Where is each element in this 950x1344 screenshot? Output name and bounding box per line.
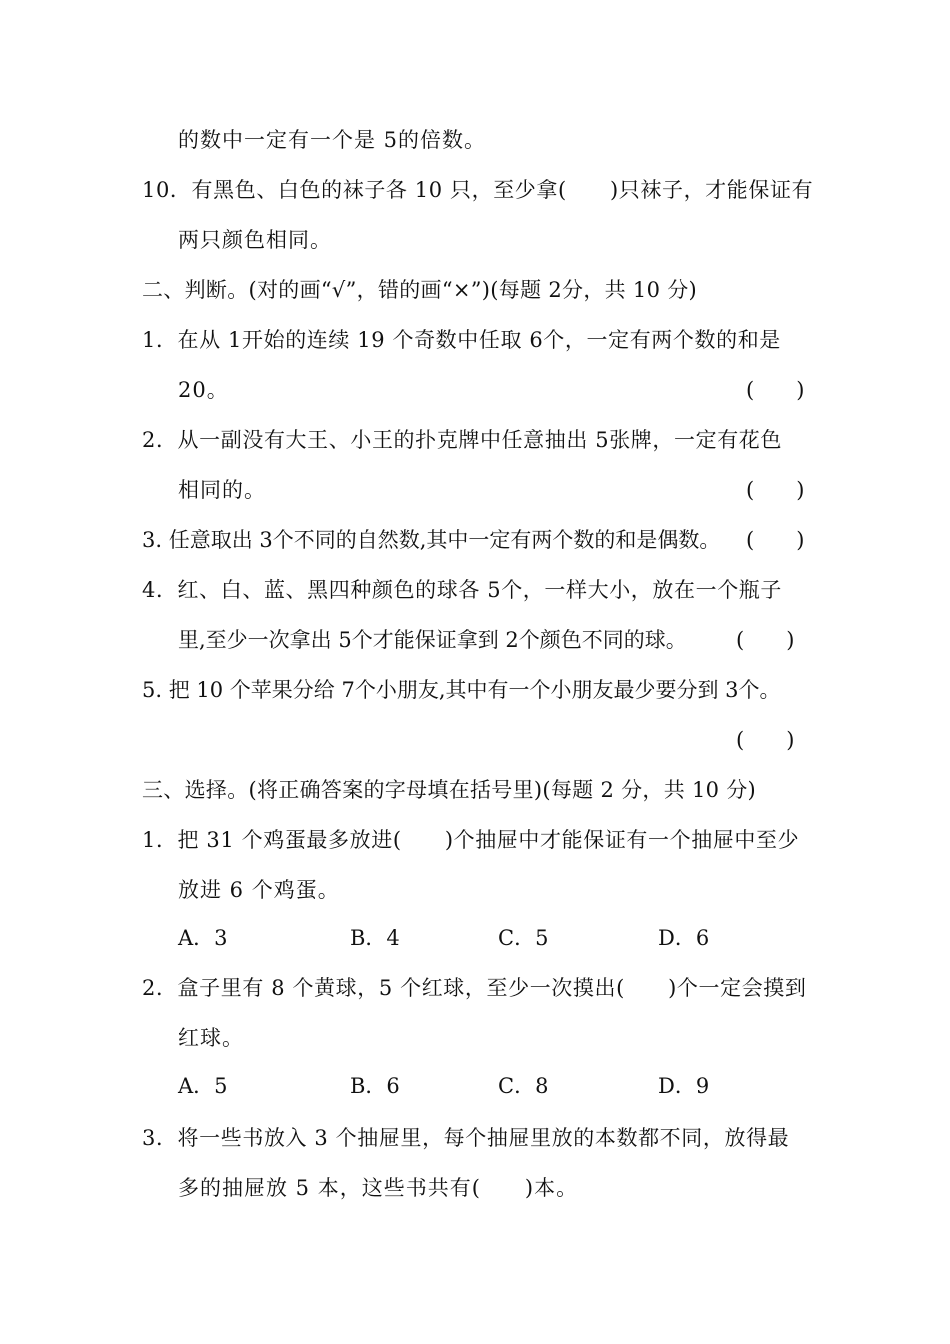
- choice-item-1-option-a[interactable]: A．3: [178, 926, 228, 950]
- choice-item-3-line1: 3．将一些书放入 3 个抽屉里，每个抽屉里放的本数都不同，放得最: [142, 1126, 790, 1150]
- judge-item-4-line2: 里,至少一次拿出 5个才能保证拿到 2个颜色不同的球。: [178, 628, 687, 652]
- judge-item-2-line1: 2．从一副没有大王、小王的扑克牌中任意抽出 5张牌，一定有花色: [142, 428, 782, 452]
- choice-item-2-line1: 2．盒子里有 8 个黄球，5 个红球，至少一次摸出( )个一定会摸到: [142, 976, 807, 1000]
- choice-item-2-option-d[interactable]: D．9: [658, 1074, 710, 1098]
- choice-item-2-option-c[interactable]: C．8: [498, 1074, 549, 1098]
- choice-item-2-option-a[interactable]: A．5: [178, 1074, 228, 1098]
- fill-item-10-line1: 10．有黑色、白色的袜子各 10 只，至少拿( )只袜子，才能保证有: [142, 178, 814, 202]
- choice-item-1-line2: 放进 6 个鸡蛋。: [178, 878, 340, 902]
- choice-item-2-line2: 红球。: [178, 1026, 244, 1050]
- judge-item-5-answer-paren[interactable]: ( ): [736, 728, 795, 752]
- section-judge-heading: 二、判断。(对的画“√”，错的画“×”)(每题 2分，共 10 分): [142, 278, 697, 302]
- choice-item-1-option-c[interactable]: C．5: [498, 926, 549, 950]
- judge-item-2-answer-paren[interactable]: ( ): [746, 478, 805, 502]
- section-choice-heading: 三、选择。(将正确答案的字母填在括号里)(每题 2 分，共 10 分): [142, 778, 757, 802]
- judge-item-4-line1: 4．红、白、蓝、黑四种颜色的球各 5个，一样大小，放在一个瓶子: [142, 578, 782, 602]
- judge-item-1-line2: 20。: [178, 378, 229, 402]
- judge-item-2-line2: 相同的。: [178, 478, 266, 502]
- choice-item-1-line1: 1．把 31 个鸡蛋最多放进( )个抽屉中才能保证有一个抽屉中至少: [142, 828, 800, 852]
- judge-item-1-line1: 1．在从 1开始的连续 19 个奇数中任取 6个，一定有两个数的和是: [142, 328, 781, 352]
- choice-item-3-line2: 多的抽屉放 5 本，这些书共有( )本。: [178, 1176, 579, 1200]
- choice-item-1-option-d[interactable]: D．6: [658, 926, 710, 950]
- judge-item-3-answer-paren[interactable]: ( ): [746, 528, 805, 552]
- choice-item-2-option-b[interactable]: B．6: [350, 1074, 400, 1098]
- judge-item-5-line1: 5. 把 10 个苹果分给 7个小朋友,其中有一个小朋友最少要分到 3个。: [142, 678, 781, 702]
- judge-item-1-answer-paren[interactable]: ( ): [746, 378, 805, 402]
- judge-item-4-answer-paren[interactable]: ( ): [736, 628, 795, 652]
- choice-item-1-option-b[interactable]: B．4: [350, 926, 400, 950]
- judge-item-3-line1: 3. 任意取出 3个不同的自然数,其中一定有两个数的和是偶数。: [142, 528, 721, 552]
- fill-item-9-continuation: 的数中一定有一个是 5的倍数。: [178, 128, 487, 152]
- fill-item-10-line2: 两只颜色相同。: [178, 228, 332, 252]
